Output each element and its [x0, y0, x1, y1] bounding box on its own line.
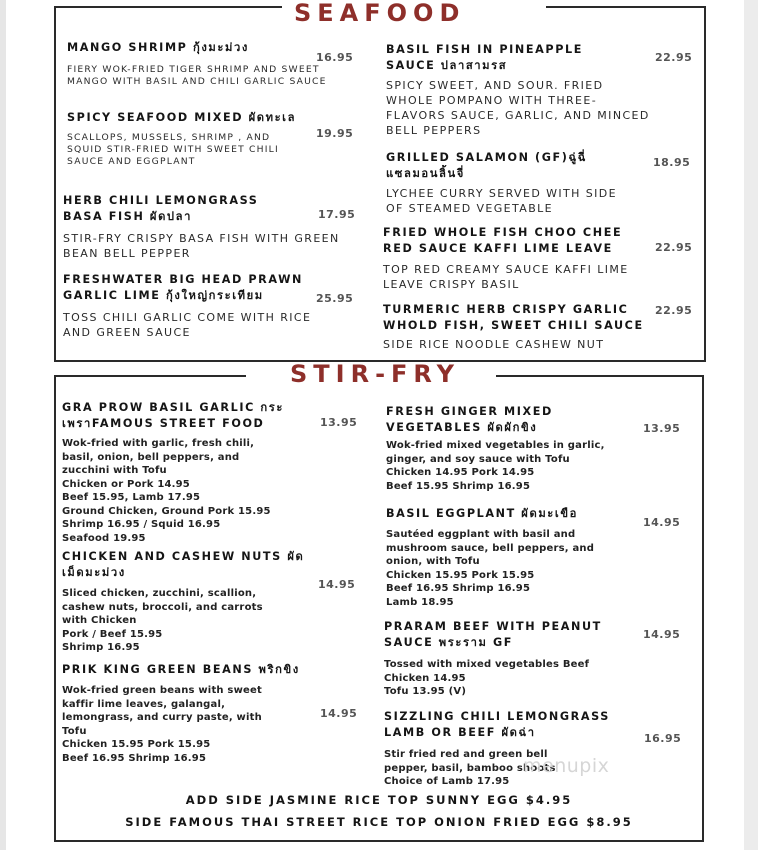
menu-item-praram-beef: [384, 619, 639, 699]
item-price: 22.95: [655, 51, 693, 64]
menu-item-turmeric-fish: [383, 302, 653, 352]
item-option: Seafood 19.95: [62, 532, 146, 544]
item-option: Choice of Lamb 17.95: [384, 776, 510, 787]
item-price: 22.95: [655, 304, 693, 317]
item-name: PRARAM BEEF WITH PEANUT SAUCE พระราม GF: [384, 620, 602, 649]
item-description: TOSS CHILI GARLIC COME WITH RICE AND GREEN SAUCE: [63, 311, 312, 339]
menu-item-prik-king: [62, 662, 307, 765]
footer-street-rice: SIDE FAMOUS THAI STREET RICE TOP ONION FRIED EGG $8.95: [125, 815, 633, 829]
item-price: 25.95: [316, 292, 354, 305]
item-price: 16.95: [644, 732, 682, 745]
item-description: Wok-fried with garlic, fresh chili, basil, onion, bell peppers, and zucchini with Tofu: [62, 438, 255, 476]
item-name: FRESHWATER BIG HEAD PRAWN GARLIC LIME กุ้งใหญ่กระเทียม: [63, 273, 304, 302]
item-price: 13.95: [320, 416, 358, 429]
seafood-heading: SEAFOOD: [294, 0, 466, 27]
item-description: SCALLOPS, MUSSELS, SHRIMP , AND SQUID STIR-FRIED WITH SWEET CHILI SAUCE AND EGGPLANT: [67, 132, 279, 167]
item-option: Chicken 15.95 Pork 15.95: [62, 739, 211, 750]
item-price: 14.95: [318, 578, 356, 591]
item-option: Beef 15.95, Lamb 17.95: [62, 492, 201, 503]
item-description: SIDE RICE NOODLE CASHEW NUT: [383, 338, 605, 351]
item-option: Beef 16.95 Shrimp 16.95: [62, 752, 207, 764]
item-description: LYCHEE CURRY SERVED WITH SIDE OF STEAMED VEGETABLE: [386, 187, 617, 215]
item-name: HERB CHILI LEMONGRASS BASA FISH ผัดปลา: [63, 194, 259, 223]
item-name: FRESH GINGER MIXED VEGETABLES ผัดผักขิง: [386, 405, 553, 434]
item-description: STIR-FRY CRISPY BASA FISH WITH GREEN BEAN BELL PEPPER: [63, 232, 340, 260]
item-option: Chicken 14.95: [384, 672, 466, 684]
stirfry-heading: STIR-FRY: [290, 360, 460, 388]
menu-item-basil-fish-pineapple: [386, 42, 651, 138]
watermark-text: menupix: [523, 755, 610, 777]
menu-item-grilled-salmon: [386, 150, 636, 216]
menu-item-big-head-prawn: [63, 272, 333, 340]
item-option: Shrimp 16.95 / Squid 16.95: [62, 519, 221, 530]
item-description: Wok-fried green beans with sweet kaffir lime leaves, galangal, lemongrass, and curry paste, with Tofu: [62, 685, 262, 737]
item-name: BASIL EGGPLANT ผัดมะเขือ: [386, 507, 578, 520]
item-option: Beef 15.95 Shrimp 16.95: [386, 480, 531, 492]
item-price: 19.95: [316, 127, 354, 140]
menu-item-chicken-cashew: [62, 549, 307, 655]
item-description: SPICY SWEET, AND SOUR. FRIED WHOLE POMPANO WITH THREE-FLAVORS SAUCE, GARLIC, AND MINCED BELL PEPPERS: [386, 79, 650, 137]
item-name: SPICY SEAFOOD MIXED ผัดทะเล: [67, 111, 297, 124]
footer-side-rice-egg: ADD SIDE JASMINE RICE TOP SUNNY EGG $4.95: [185, 793, 573, 807]
item-description: Sautéed eggplant with basil and mushroom sauce, bell peppers, and onion, with Tofu: [386, 529, 595, 567]
menu-item-spicy-seafood-mixed: [67, 110, 307, 168]
item-description: Sliced chicken, zucchini, scallion, cashew nuts, broccoli, and carrots with Chicken: [62, 588, 263, 626]
right-edge-strip: [744, 0, 758, 850]
item-name: GRA PROW BASIL GARLIC กระเพราFAMOUS STREET FOOD: [62, 401, 284, 430]
menu-item-mango-shrimp: [67, 40, 362, 88]
item-description: Tossed with mixed vegetables Beef: [384, 659, 590, 670]
item-price: 17.95: [318, 208, 356, 221]
item-price: 22.95: [655, 241, 693, 254]
item-price: 18.95: [653, 156, 691, 169]
item-description: TOP RED CREAMY SAUCE KAFFI LIME LEAVE CRISPY BASIL: [383, 263, 629, 291]
item-price: 14.95: [643, 516, 681, 529]
item-description: Stir fried red and green bell pepper, basil, bamboo shoots: [384, 749, 556, 774]
item-price: 13.95: [643, 422, 681, 435]
item-option: Chicken 15.95 Pork 15.95: [386, 569, 535, 581]
menu-item-gra-prow: [62, 400, 322, 545]
item-option: Beef 16.95 Shrimp 16.95: [386, 583, 531, 594]
menu-item-basa-fish: [63, 193, 356, 261]
item-name: SIZZLING CHILI LEMONGRASS LAMB OR BEEF ผัดฉ่า: [384, 710, 610, 739]
item-option: Ground Chicken, Ground Pork 15.95: [62, 505, 271, 517]
item-description: FIERY WOK-FRIED TIGER SHRIMP AND SWEET MANGO WITH BASIL AND CHILI GARLIC SAUCE: [67, 64, 327, 87]
item-name: TURMERIC HERB CRISPY GARLIC WHOLD FISH, SWEET CHILI SAUCE: [383, 303, 644, 332]
item-option: Chicken or Pork 14.95: [62, 478, 190, 490]
item-name: PRIK KING GREEN BEANS พริกขิง: [62, 663, 300, 676]
menu-item-fried-whole-fish: [383, 225, 648, 292]
item-name: MANGO SHRIMP กุ้งมะม่วง: [67, 41, 249, 54]
menu-item-basil-eggplant: [386, 506, 636, 609]
item-name: FRIED WHOLE FISH CHOO CHEE RED SAUCE KAFFI LIME LEAVE: [383, 226, 623, 255]
item-name: BASIL FISH IN PINEAPPLE SAUCE ปลาสามรส: [386, 43, 583, 72]
item-name: CHICKEN AND CASHEW NUTS ผัดเม็ดมะม่วง: [62, 550, 305, 579]
item-option: Pork / Beef 15.95: [62, 628, 163, 640]
menu-item-fresh-ginger: [386, 404, 636, 493]
item-price: 16.95: [316, 51, 354, 64]
item-price: 14.95: [643, 628, 681, 641]
item-option: Lamb 18.95: [386, 596, 454, 608]
item-name: GRILLED SALAMON (GF)ฉู่ฉี่แซลมอนลิ้นจี่: [386, 151, 587, 180]
left-edge-strip: [0, 0, 6, 850]
item-price: 14.95: [320, 707, 358, 720]
item-description: Wok-fried mixed vegetables in garlic, ginger, and soy sauce with Tofu: [386, 440, 605, 465]
item-option: Chicken 14.95 Pork 14.95: [386, 467, 535, 478]
item-option: Tofu 13.95 (V): [384, 686, 467, 697]
item-option: Shrimp 16.95: [62, 642, 140, 653]
